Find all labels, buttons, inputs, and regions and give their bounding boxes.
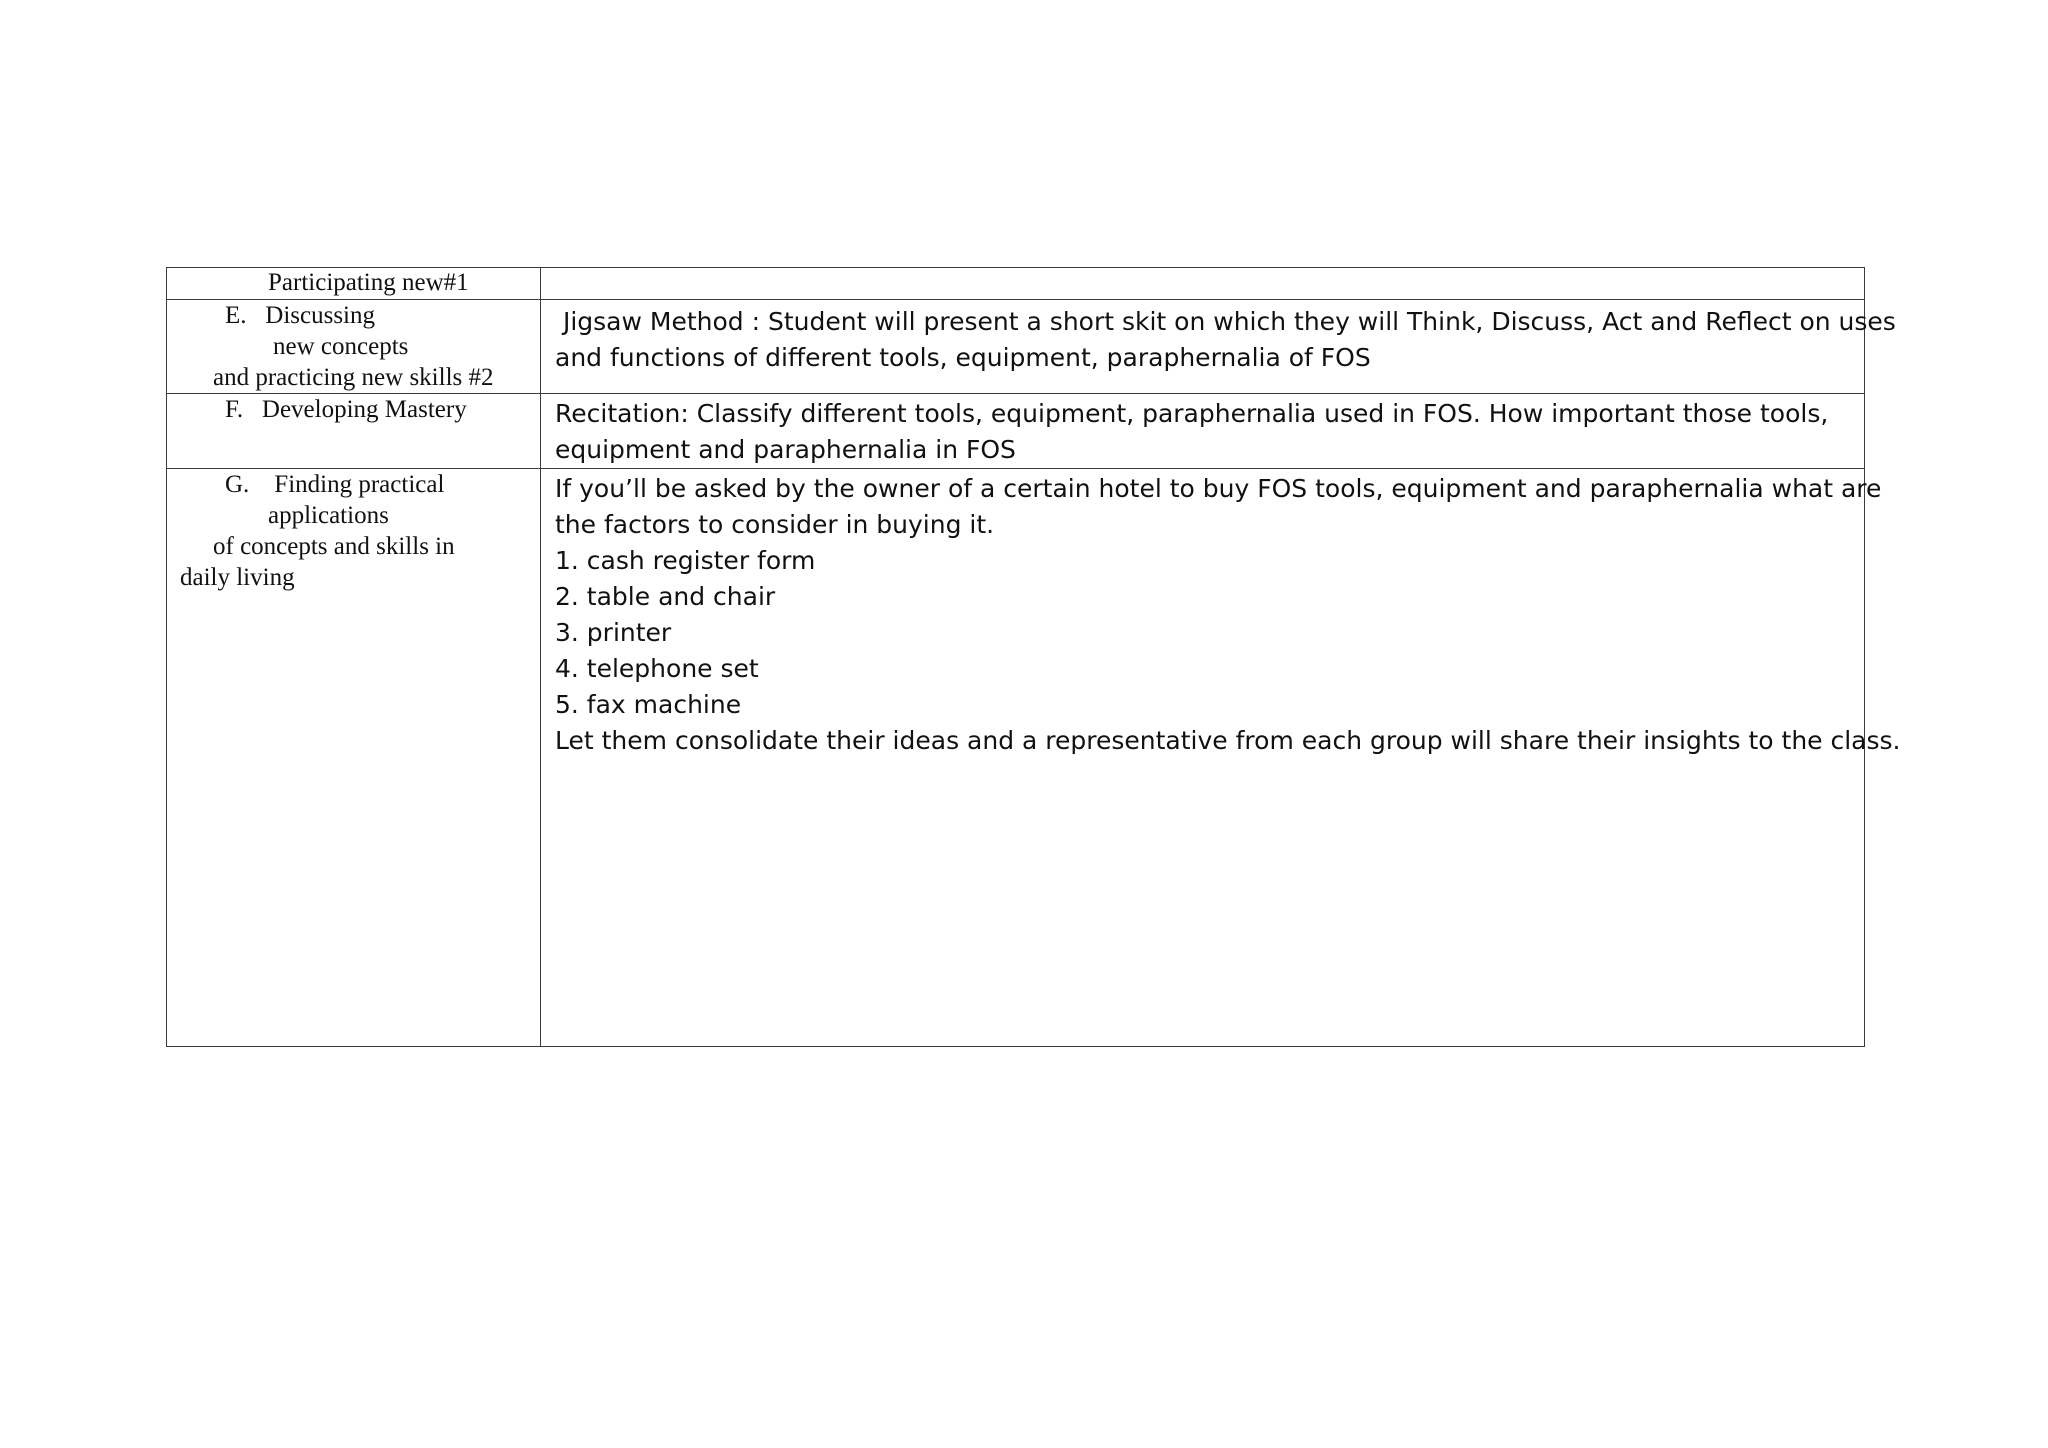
applications-label-line-3: of concepts and skills in bbox=[213, 533, 455, 560]
discussing-content-line-2: and functions of different tools, equipment, paraphernalia of FOS bbox=[555, 343, 1371, 372]
discussing-content-line-1: Jigsaw Method : Student will present a short skit on which they will Think, Discuss, Act and Reflect on uses bbox=[555, 307, 1896, 336]
row-content-discussing bbox=[541, 300, 1896, 394]
applications-intro-line-1: If you’ll be asked by the owner of a certain hotel to buy FOS tools, equipment and paraphernalia what are bbox=[555, 474, 1882, 503]
applications-label-line-4: daily living bbox=[180, 564, 295, 591]
table-row-applications bbox=[167, 469, 1865, 1047]
row-label-applications bbox=[167, 469, 541, 1047]
row-content-participating bbox=[541, 268, 1865, 300]
table-row-mastery bbox=[167, 394, 1865, 469]
discussing-label-line-2: new concepts bbox=[273, 333, 409, 360]
applications-closing: Let them consolidate their ideas and a representative from each group will share their insights to the class. bbox=[555, 726, 1901, 755]
mastery-content-line-2: equipment and paraphernalia in FOS bbox=[555, 435, 1016, 464]
row-label-mastery bbox=[167, 394, 541, 469]
list-item: 1. cash register form bbox=[555, 546, 816, 575]
discussing-label-line-3: and practicing new skills #2 bbox=[213, 364, 494, 391]
list-item: 4. telephone set bbox=[555, 654, 759, 683]
row-content-mastery bbox=[541, 394, 1865, 469]
applications-intro-line-2: the factors to consider in buying it. bbox=[555, 510, 995, 539]
table-row-participating bbox=[167, 268, 1865, 300]
row-label-discussing bbox=[167, 300, 541, 394]
mastery-content-line-1: Recitation: Classify different tools, equipment, paraphernalia used in FOS. How important those tools, bbox=[555, 399, 1829, 428]
list-item: 2. table and chair bbox=[555, 582, 776, 611]
applications-label-line-2: applications bbox=[268, 502, 389, 529]
table-row-discussing bbox=[167, 300, 1865, 394]
applications-label-line-1: G. Finding practical bbox=[225, 471, 445, 498]
participating-label: Participating new#1 bbox=[268, 269, 469, 296]
row-content-applications bbox=[541, 469, 1901, 1047]
discussing-label-line-1: E. Discussing bbox=[225, 302, 375, 329]
mastery-label: F. Developing Mastery bbox=[225, 396, 467, 423]
list-item: 5. fax machine bbox=[555, 690, 742, 719]
row-label-participating bbox=[167, 268, 541, 300]
lesson-plan-table bbox=[166, 267, 1901, 1047]
list-item: 3. printer bbox=[555, 618, 672, 647]
